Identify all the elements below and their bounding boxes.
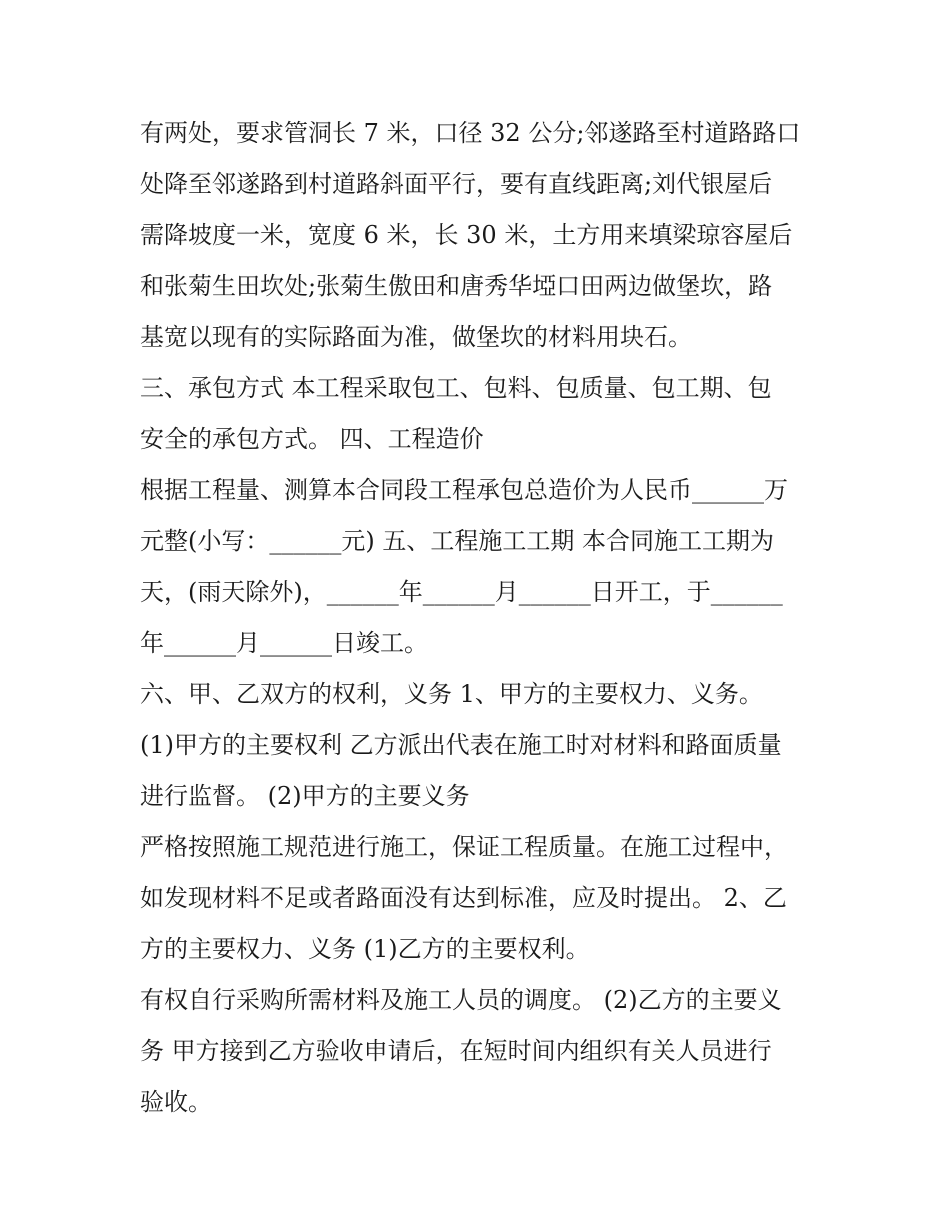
text-line: 务 甲方接到乙方验收申请后，在短时间内组织有关人员进行 (140, 1037, 772, 1065)
text-line: 基宽以现有的实际路面为准，做堡坎的材料用块石。 (140, 323, 692, 351)
text-line: 严格按照施工规范进行施工，保证工程质量。在施工过程中， (140, 833, 788, 861)
text-line: 如发现材料不足或者路面没有达到标准，应及时提出。 2、乙 (140, 884, 787, 912)
text-line: 安全的承包方式。 四、工程造价 (140, 425, 484, 453)
text-line: 有两处，要求管洞长 7 米，口径 32 公分;邻遂路至村道路路口 (140, 119, 801, 147)
text-line: (1)甲方的主要权利 乙方派出代表在施工时对材料和路面质量 (140, 731, 782, 759)
text-line: 元整(小写：______元) 五、工程施工工期 本合同施工工期为 (140, 527, 774, 555)
document-body (140, 108, 820, 1128)
text-line: 和张菊生田坎处;张菊生傲田和唐秀华埡口田两边做堡坎，路 (140, 272, 773, 300)
text-line: 天，(雨天除外)，______年______月______日开工，于______ (140, 578, 783, 606)
text-line: 根据工程量、测算本合同段工程承包总造价为人民币______万 (140, 476, 788, 504)
text-line: 验收。 (140, 1088, 212, 1116)
text-line: 处降至邻遂路到村道路斜面平行，要有直线距离;刘代银屋后 (140, 170, 773, 198)
text-line: 有权自行采购所需材料及施工人员的调度。 (2)乙方的主要义 (140, 986, 782, 1014)
section-heading-contract-method: 三、承包方式 本工程采取包工、包料、包质量、包工期、包 (140, 374, 772, 402)
text-line: 年______月______日竣工。 (140, 629, 428, 657)
text-line: 需降坡度一米，宽度 6 米，长 30 米，土方用来填梁琼容屋后 (140, 221, 793, 249)
text-line: 进行监督。 (2)甲方的主要义务 (140, 782, 470, 810)
section-heading-rights-obligations: 六、甲、乙双方的权利，义务 1、甲方的主要权力、义务。 (140, 680, 763, 708)
text-line: 方的主要权力、义务 (1)乙方的主要权利。 (140, 935, 590, 963)
